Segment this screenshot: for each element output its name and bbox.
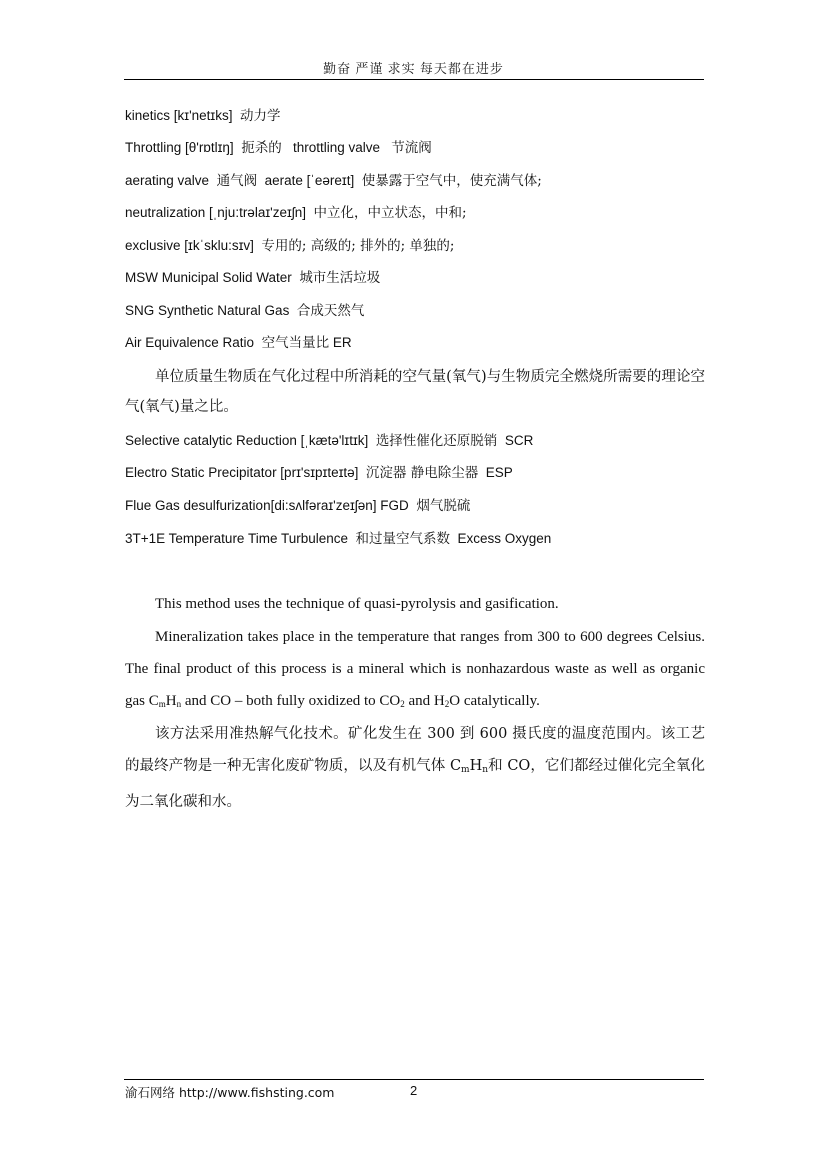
term-cn: 动力学 [240,108,281,124]
paragraph-mineralization [125,621,705,720]
glossary-line [125,106,705,126]
term-en: neutralization [ˌnju:trəlaɪ'zeɪʃn] [125,205,307,220]
term-en-2: Excess Oxygen [457,531,552,546]
subscript: n [482,765,489,775]
term-en: kinetics [kɪ'netɪks] [125,108,233,123]
footer-divider [124,1079,704,1080]
paragraph-method: This method uses the technique of quasi-pyrolysis and gasification. [155,596,559,612]
glossary-line [125,236,705,256]
term-en-2: ER [332,335,352,350]
glossary-line [125,301,705,321]
footer-site: 渝石网络 http://www.fishsting.com [125,1085,335,1100]
header-divider [124,79,704,80]
text-run: H [165,693,177,709]
term-en: 3T+1E Temperature Time Turbulence [125,531,348,546]
term-en-2: aerate [ˈeəreɪt] [264,173,355,188]
paragraph-chinese-translation [125,718,705,818]
page-footer [125,1083,705,1103]
glossary-line [125,496,705,516]
subscript: n [176,699,182,709]
text-run: 和 CO，它们都经过催化完全氧化为二氧化碳和水。 [125,758,706,810]
text-run: 该方法采用准热解气化技术。矿化发生在 300 到 600 摄氏度的温度范围内。该工艺的最终产物是一种无害化废矿物质，以及有机气体 C [125,726,705,774]
term-cn: 城市生活垃圾 [299,270,381,286]
term-en: MSW Municipal Solid Water [125,270,292,285]
term-cn: 扼杀的 [241,140,282,156]
text-run: Mineralization takes place in the temperature that ranges from 300 to 600 degrees Celsius. The final product of this process is a mineral which is nonhazardous waste as well as organic gas C [125,629,705,709]
text-run: and H [404,693,445,709]
term-cn-2: 使暴露于空气中，使充满气体; [361,173,542,189]
glossary-line [125,333,705,353]
term-en: exclusive [ɪkˈsklu:sɪv] [125,238,254,253]
term-cn-2: 节流阀 [391,140,432,156]
term-en: Flue Gas desulfurization[di:sʌlfəraɪ'zeɪʃən] FGD [125,498,409,513]
term-cn: 合成天然气 [296,303,365,319]
glossary-line [125,203,705,223]
subscript: 2 [400,699,405,709]
term-cn: 和过量空气系数 [355,531,451,547]
er-definition-paragraph: 单位质量生物质在气化过程中所消耗的空气量(氧气)与生物质完全燃烧所需要的理论空气(氧气)量之比。 [125,369,705,415]
term-en: Electro Static Precipitator [prɪ'sɪpɪteɪtə] [125,465,359,480]
term-cn: 中立化，中立状态，中和; [313,205,467,221]
term-en-2: throttling valve [292,140,381,155]
term-cn: 选择性催化还原脱销 [375,433,498,449]
term-cn: 沉淀器 静电除尘器 [365,465,479,481]
page-header-motto: 勤奋 严谨 求实 每天都在进步 [323,61,504,76]
glossary-line [125,431,705,451]
term-en: Selective catalytic Reduction [ˌkætə'lɪtɪk] [125,433,369,448]
subscript: m [461,765,470,775]
text-run: O catalytically. [449,693,540,709]
term-abbr: SCR [504,433,534,448]
text-run: and CO – both fully oxidized to CO [181,693,401,709]
term-cn: 专用的; 高级的; 排外的; 单独的; [261,238,455,254]
term-cn: 通气阀 [216,173,258,189]
glossary-line [125,529,705,549]
glossary-line [125,463,705,483]
glossary-line [125,171,705,191]
term-en: aerating valve [125,173,210,188]
term-en: Air Equivalence Ratio [125,335,255,350]
term-cn: 空气当量比 [261,335,330,351]
term-en: Throttling [θ'rɒtlɪŋ] [125,140,234,155]
text-run: H [469,758,483,774]
term-en: SNG Synthetic Natural Gas [125,303,290,318]
glossary-line [125,268,705,288]
subscript: 2 [444,699,450,709]
subscript: m [158,699,166,709]
term-cn: 烟气脱硫 [416,498,471,514]
page-number: 2 [410,1083,418,1098]
glossary-line [125,138,705,158]
term-abbr: ESP [485,465,513,480]
